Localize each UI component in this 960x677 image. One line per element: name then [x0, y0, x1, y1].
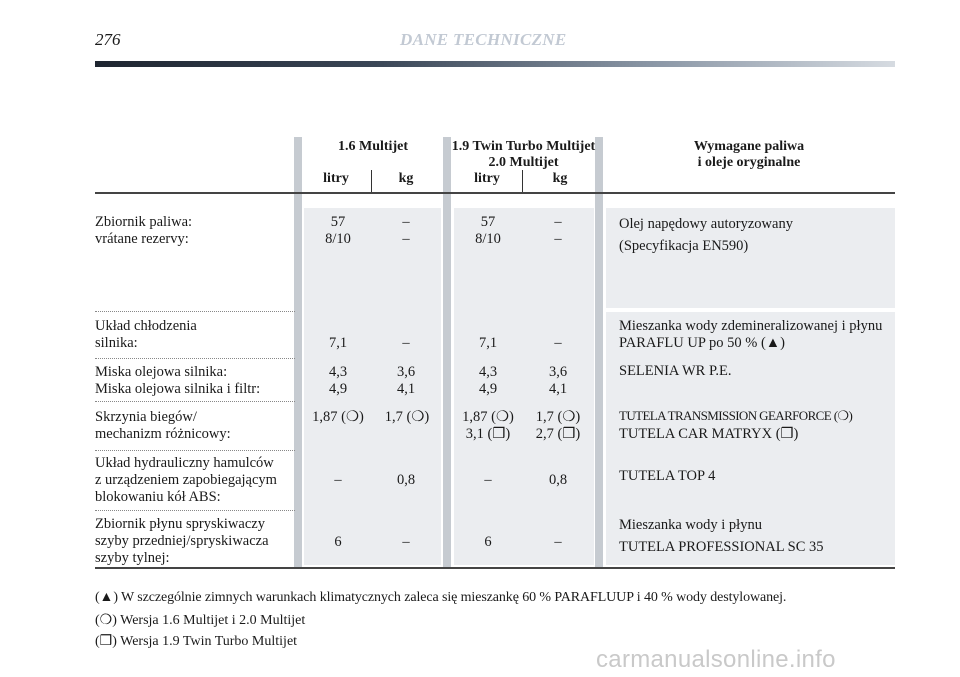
brakes-col2-litry: – — [484, 472, 492, 488]
gearbox-spec — [619, 407, 889, 443]
cooling-col2-litry: 7,1 — [478, 335, 498, 351]
label-line: vrátane rezervy: — [95, 231, 189, 247]
cooling-col1-litry: 7,1 — [328, 335, 348, 351]
value: – — [554, 231, 562, 247]
fuel-col2-kg — [528, 214, 588, 248]
value: 4,1 — [548, 381, 568, 397]
value: – — [402, 231, 410, 247]
row-label-gearbox — [95, 409, 295, 443]
footnote-antifreeze: (▲) W szczególnie zimnych warunkach klimatycznych zaleca się mieszankę 60 % PARAFLUUP i 40 % wody destylowanej. — [95, 590, 787, 605]
value: – — [554, 214, 562, 230]
col2-title-line1: 1.9 Twin Turbo Multijet — [451, 139, 596, 154]
label-line: Układ hydrauliczny hamulców — [95, 455, 274, 471]
desc-line: TUTELA PROFESSIONAL SC 35 — [619, 539, 824, 555]
page-title: DANE TECHNICZNE — [400, 30, 567, 49]
value: 1,87 (❍) — [462, 409, 514, 425]
value: 4,9 — [478, 381, 498, 397]
gearbox-col2-kg — [525, 409, 591, 443]
desc-line: Mieszanka wody i płynu — [619, 517, 762, 533]
col2-unit-kg: kg — [552, 171, 568, 186]
value: 2,7 (❒) — [535, 426, 581, 442]
value: 1,7 (❍) — [535, 409, 581, 425]
row-label-oil-pan — [95, 364, 295, 398]
row-label-brakes — [95, 455, 295, 506]
cooling-col1-kg: – — [402, 335, 410, 351]
value: – — [402, 214, 410, 230]
col2-title — [451, 139, 596, 171]
row-separator — [95, 510, 295, 511]
desc-line: Olej napędowy autoryzowany — [619, 216, 793, 232]
col3-title — [603, 139, 895, 171]
brakes-spec: TUTELA TOP 4 — [619, 468, 716, 484]
brakes-col1-kg: 0,8 — [396, 472, 416, 488]
row-separator — [95, 358, 295, 359]
fuel-col1-kg — [376, 214, 436, 248]
desc-line: TUTELA TRANSMISSION GEARFORCE (❍) — [619, 408, 853, 423]
column-bar-3 — [595, 137, 603, 567]
value: 3,6 — [396, 364, 416, 380]
value: 4,1 — [396, 381, 416, 397]
desc-line: TUTELA CAR MATRYX (❒) — [619, 426, 799, 442]
label-line: z urządzeniem zapobiegającym — [95, 472, 277, 488]
value: 4,9 — [328, 381, 348, 397]
desc-line: (Specyfikacja EN590) — [619, 238, 749, 254]
gearbox-col2-litry — [455, 409, 521, 443]
brakes-col2-kg: 0,8 — [548, 472, 568, 488]
brakes-col1-litry: – — [334, 472, 342, 488]
col3-title-line1: Wymagane paliwa — [693, 139, 805, 154]
label-line: mechanizm różnicowy: — [95, 426, 231, 442]
header-bottom-rule — [95, 192, 895, 194]
col2-unit-divider — [522, 170, 523, 192]
watermark: carmanualsonline.info — [596, 646, 836, 673]
col1-unit-divider — [371, 170, 372, 192]
gearbox-col1-litry: 1,87 (❍) — [312, 409, 364, 425]
cooling-col2-kg: – — [554, 335, 562, 351]
fuel-col1-litry — [308, 214, 368, 248]
row-separator — [95, 311, 295, 312]
label-line: silnika: — [95, 335, 138, 351]
oil-spec: SELENIA WR P.E. — [619, 363, 732, 379]
row-separator — [95, 401, 295, 402]
label-line: blokowaniu kół ABS: — [95, 489, 221, 505]
page-number: 276 — [95, 30, 121, 49]
oil-col2-kg — [528, 364, 588, 398]
value: 3,1 (❒) — [465, 426, 511, 442]
label-line: Miska olejowa silnika: — [95, 364, 228, 380]
label-line: Miska olejowa silnika i filtr: — [95, 381, 261, 397]
label-line: szyby tylnej: — [95, 550, 170, 566]
value: 57 — [330, 214, 346, 230]
col1-unit-kg: kg — [398, 171, 414, 186]
column-bar-2 — [443, 137, 451, 567]
washer-col1-litry: 6 — [334, 534, 342, 550]
washer-spec — [619, 514, 889, 558]
label-line: Układ chłodzenia — [95, 318, 197, 334]
oil-col1-litry — [308, 364, 368, 398]
col2-title-line2: 2.0 Multijet — [488, 155, 559, 170]
oil-col1-kg — [376, 364, 436, 398]
desc-line: Mieszanka wody zdemineralizowanej i płynu — [619, 318, 883, 334]
fuel-col2-litry — [458, 214, 518, 248]
value: 3,6 — [548, 364, 568, 380]
table-bottom-rule — [95, 567, 895, 569]
oil-col2-litry — [458, 364, 518, 398]
value: 8/10 — [325, 231, 351, 247]
value: 4,3 — [328, 364, 348, 380]
footnote-version-19: (❒) Wersja 1.9 Twin Turbo Multijet — [95, 634, 298, 649]
fuel-spec — [619, 213, 889, 257]
col1-unit-litry: litry — [323, 171, 349, 186]
value: 4,3 — [478, 364, 498, 380]
label-line: Zbiornik paliwa: — [95, 214, 193, 230]
row-separator — [95, 450, 295, 451]
washer-col2-litry: 6 — [484, 534, 492, 550]
footnote-version-16: (❍) Wersja 1.6 Multijet i 2.0 Multijet — [95, 613, 306, 628]
cooling-spec — [619, 318, 889, 352]
label-line: Zbiornik płynu spryskiwaczy — [95, 516, 265, 532]
value: 57 — [480, 214, 496, 230]
row-label-washer — [95, 516, 295, 567]
desc-line: PARAFLU UP po 50 % (▲) — [619, 335, 785, 351]
washer-col1-kg: – — [402, 534, 410, 550]
label-line: Skrzynia biegów/ — [95, 409, 197, 425]
washer-col2-kg: – — [554, 534, 562, 550]
label-line: szyby przedniej/spryskiwacza — [95, 533, 269, 549]
col1-title: 1.6 Multijet — [338, 139, 408, 154]
gearbox-col1-kg: 1,7 (❍) — [384, 409, 430, 425]
col3-title-line2: i oleje oryginalne — [697, 155, 801, 170]
col2-unit-litry: litry — [474, 171, 500, 186]
value: 8/10 — [475, 231, 501, 247]
row-label-cooling — [95, 318, 295, 352]
column-bar-1 — [294, 137, 302, 567]
row-label-fuel-tank — [95, 214, 295, 248]
header-rule — [95, 61, 895, 67]
